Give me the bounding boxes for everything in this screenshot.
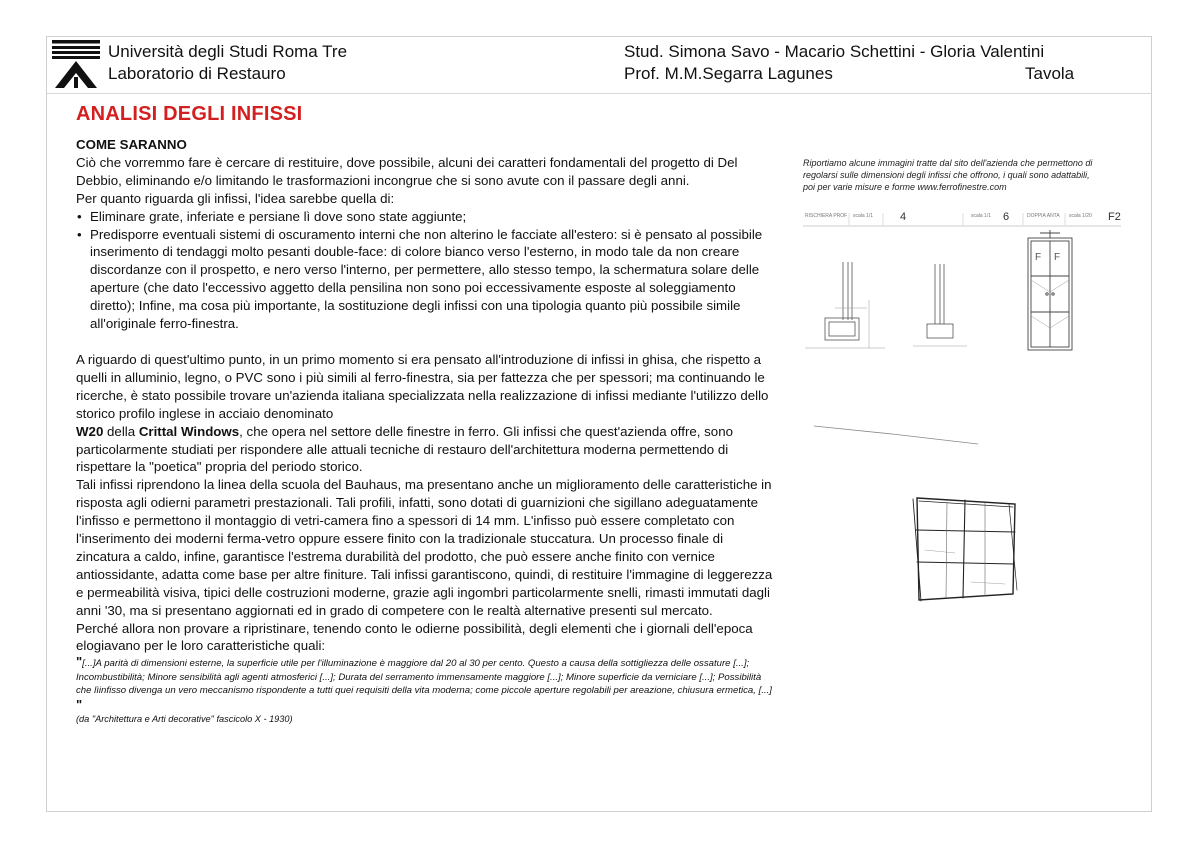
bullet-icon: • — [77, 208, 82, 224]
paragraph-3-connector: della — [103, 423, 139, 439]
section-heading: COME SARANNO — [76, 137, 187, 152]
profile-name: W20 — [76, 423, 104, 439]
strip-label-b: scala 1/1 — [853, 213, 874, 219]
strip-code-1: 4 — [900, 211, 907, 223]
quote-open-mark: " — [76, 654, 83, 670]
page-title: ANALISI DEGLI INFISSI — [76, 103, 303, 125]
paragraph-3 — [76, 351, 776, 476]
paragraph-3-text: A riguardo di quest'ultimo punto, in un primo momento si era pensato all'introduzione di infissi in ghisa, che rispetto a quelli in alluminio, legno, o PVC sono i più simili al ferro-finestra, sia per fattezza che per spessori; ma continuando le ricerche, è stato possibile trovare un'azienda italiana specializzata nella realizzazione di infissi mediante l'utilizzo dello storico profilo inglese in acciaio denominato — [76, 351, 769, 421]
historic-quote — [76, 655, 776, 713]
drawing-title-strip — [803, 210, 1121, 228]
window-label-right: F — [1054, 252, 1061, 263]
strip-label-c: scala 1/1 — [971, 213, 992, 219]
paragraph-gap — [76, 333, 776, 351]
main-text — [76, 136, 776, 726]
paragraph-5: Perché allora non provare a ripristinare, tenendo conto le odierne possibilità, degli elementi che i giornali dell'epoca elogiavano per le loro caratteristiche quali: — [76, 620, 753, 654]
profile-section-drawing-2 — [905, 262, 975, 354]
lab-name: Laboratorio di Restauro — [108, 64, 286, 83]
side-note: Riportiamo alcune immagini tratte dal sito dell'azienda che permettono di regolarsi sulle dimensioni degli infissi che offrono, i quali sono adattabili, poi per varie misure e forme www.ferrofinestre.com — [803, 158, 1093, 192]
quote-close-mark: " — [76, 696, 83, 712]
strip-code-2: 6 — [1003, 211, 1010, 223]
header-divider — [47, 93, 1151, 94]
professor-name: Prof. M.M.Segarra Lagunes — [624, 64, 833, 83]
strip-code-3: F2 — [1108, 211, 1121, 223]
quote-source: (da "Architettura e Arti decorative" fascicolo X - 1930) — [76, 714, 293, 724]
students-names: Stud. Simona Savo - Macario Schettini - Gloria Valentini — [624, 42, 1045, 61]
tavola-label: Tavola — [1025, 64, 1075, 83]
quote-text: [...]A parità di dimensioni esterne, la superficie utile per l'illuminazione è maggiore dal 20 al 30 per cento. Questo a causa della sottigliezza delle ossature [...]; Incombustibilità; Minore sensibilità agli agenti atmosferici [...]; Durata del serramento immensamente maggiore [...]; Minore superficie da verniciare [...]; Possibilità che lìinfisso divenga un vero meccanismo rispondente a tutti quei requisiti della vita moderna; come piccole aperture regolabili per areazione, chiusura ermetica, [...] — [76, 658, 772, 697]
bullet-list — [76, 208, 776, 333]
window-elevation-drawing — [1020, 230, 1080, 354]
paragraph-2: Per quanto riguarda gli infissi, l'idea sarebbe quella di: — [76, 190, 395, 206]
paragraph-3-continuation: , che opera nel settore delle finestre in ferro. Gli infissi che quest'azienda offre, sono particolarmente studiati per rispondere alle attuali tecniche di restauro dell'architettura moderna permettendo di rispettare la "poetica" propria del periodo storico. — [76, 423, 733, 475]
list-item — [77, 208, 776, 226]
profile-section-drawing-1 — [805, 260, 885, 356]
list-item-text: Eliminare grate, inferiate e persiane lì dove sono state aggiunte; — [90, 208, 467, 224]
company-name: Crittal Windows — [138, 423, 240, 439]
window-sketch-drawing — [905, 490, 1030, 610]
paragraph-4: Tali infissi riprendono la linea della scuola del Bauhaus, ma presentano anche un miglioramento delle caratteristiche in risposta agli odierni parametri prestazionali. Tali profili, infatti, sono dotati di guarnizioni che sigillano adeguatamente l'infisso e permettono il montaggio di vetri-camera fino a spessori di 14 mm. L'infisso può essere completato con l'inserimento dei moderni ferma-vetro oppure essere finito con la tradizionale stuccatura. Un processo finale di zincatura a caldo, infine, garantisce l'estrema durabilità del prodotto, che può essere anche finito con vernice antiossidante, adatta come base per altre finiture. Tali infissi garantiscono, quindi, di restituire l'immagine di leggerezza e permeabilità visiva, tipici delle costruzioni moderne, grazie agli ingombri particolarmente snelli, rimasti immutati dagli anni '30, ma si presentano aggiornati ed in grado di competere con le realtà alternative presenti sul mercato. — [76, 477, 773, 618]
paragraph-1: Ciò che vorremmo fare è cercare di restituire, dove possibile, alcuni dei caratteri fondamentali del progetto di Del Debbio, eliminando e/o limitando le trasformazioni incongrue che si sono avute con il passare degli anni. — [76, 154, 738, 188]
window-label-left: F — [1035, 252, 1042, 263]
list-item — [77, 226, 776, 333]
university-logo — [52, 40, 100, 88]
strip-label-d: DOPPIA ANTA — [1027, 213, 1060, 219]
bullet-icon: • — [77, 226, 82, 242]
strip-label-e: scala 1/20 — [1069, 213, 1092, 219]
list-item-text: Predisporre eventuali sistemi di oscuramento interni che non alterino le facciate all'estero: si è pensato al possibile inserimento di tendaggi molto pesanti double-face: di colore bianco verso l'esterno, in modo tale da non creare discordanze con il prospetto, e nero verso l'interno, per permettere, allo stesso tempo, la schermatura solare delle aperture (che dato l'eccessivo aggetto della pensilina non sono poi eccessivamente esposte al soleggiamento diretto); Infine, ma cosa più importante, la sostituzione degli infissi con una tipologia quanto più possibile simile all'originale ferro-finestra. — [90, 226, 763, 332]
sketch-line — [812, 420, 982, 450]
university-name: Università degli Studi Roma Tre — [108, 42, 348, 61]
strip-label-a: RISCHIERA PROF — [805, 213, 848, 219]
